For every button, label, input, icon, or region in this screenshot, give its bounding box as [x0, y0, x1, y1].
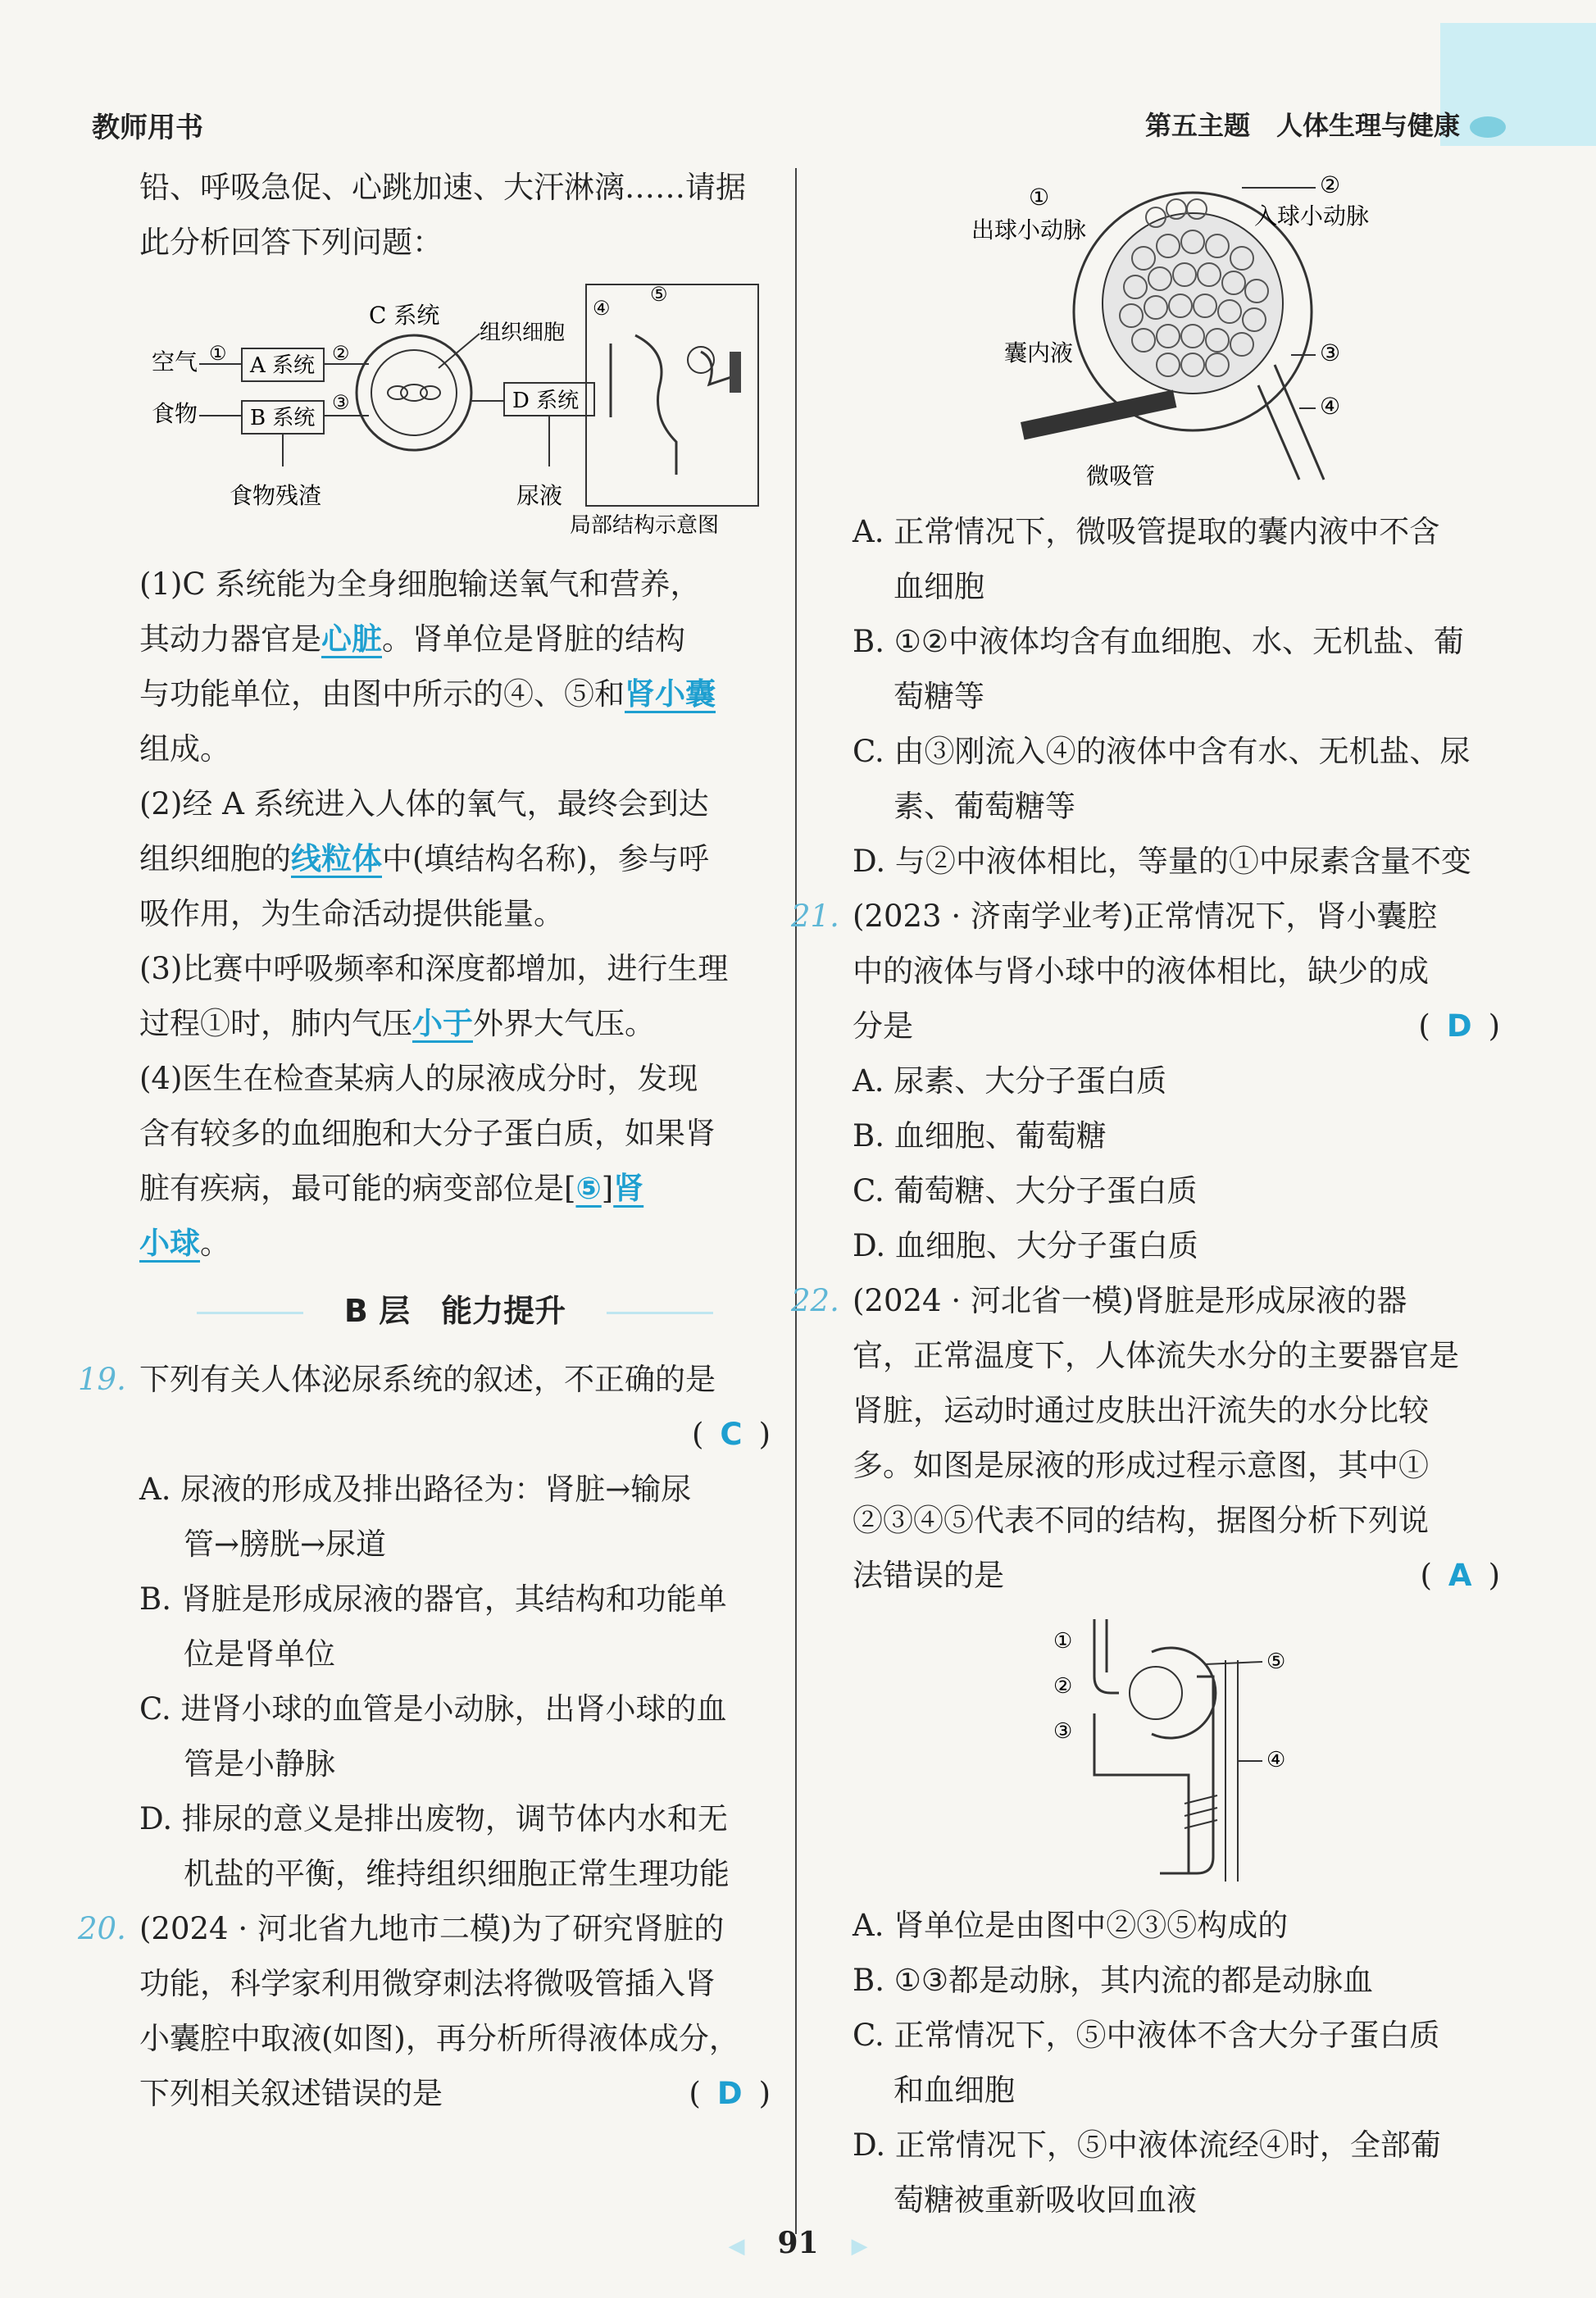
- option: D. 正常情况下，⑤中液体流经④时，全部葡: [853, 2127, 1441, 2163]
- question-number: 20.: [78, 1911, 126, 1946]
- option: B. ①②中液体均含有血细胞、水、无机盐、葡: [853, 624, 1465, 659]
- option: C. 由③刚流入④的液体中含有水、无机盐、尿: [853, 734, 1471, 769]
- answer-glomerulus: 小球: [139, 1226, 200, 1261]
- answer-mitochondria: 线粒体: [291, 841, 382, 876]
- text: 外界大气压。: [473, 1006, 655, 1041]
- q22-line: 肾脏，运动时通过皮肤出汗流失的水分比较: [853, 1393, 1429, 1428]
- q2-line: (2)经 A 系统进入人体的氧气，最终会到达: [139, 786, 709, 821]
- label-b: B 系统: [250, 406, 316, 430]
- text: 脏有疾病，最可能的病变部位是[: [139, 1171, 576, 1206]
- label-efferent: 出球小动脉: [971, 216, 1087, 243]
- label-n1: ①: [1029, 184, 1050, 211]
- q3-line: [139, 996, 771, 1051]
- micropuncture-diagram: [947, 168, 1406, 496]
- page-number-text: 91: [777, 2226, 819, 2260]
- answer-heart: 心脏: [321, 621, 382, 657]
- answer-letter: C: [720, 1417, 743, 1452]
- intro-line: 铅、呼吸急促、心跳加速、大汗淋漓……请据: [139, 170, 746, 205]
- answer-letter: D: [716, 2076, 743, 2111]
- q3-line: (3)比赛中呼吸频率和深度都增加，进行生理: [139, 951, 729, 986]
- option: A. 正常情况下，微吸管提取的囊内液中不含: [853, 514, 1440, 549]
- option: B. 血细胞、葡萄糖: [853, 1118, 1107, 1154]
- q21-line: 中的液体与肾小球中的液体相比，缺少的成: [853, 953, 1429, 989]
- label-n1: ①: [1053, 1629, 1073, 1654]
- header-left: 教师用书: [92, 111, 203, 144]
- left-column: [78, 160, 771, 2121]
- label-a: A 系统: [250, 353, 316, 378]
- q22-line: [853, 1548, 1500, 1603]
- text: 组织细胞的: [139, 841, 291, 876]
- answer-letter: A: [1448, 1558, 1472, 1593]
- label-n3: ③: [1053, 1719, 1073, 1744]
- system-diagram: [143, 278, 766, 548]
- text: 中(填结构名称)，参与呼: [382, 841, 709, 876]
- text: 法错误的是: [853, 1558, 1004, 1593]
- option: B. ①③都是动脉，其内流的都是动脉血: [853, 1963, 1374, 1998]
- answer-glomerulus: 肾: [613, 1171, 644, 1206]
- text: 。: [200, 1226, 230, 1261]
- answer-paren: ( D ): [689, 2076, 771, 2111]
- label-n5: ⑤: [650, 283, 668, 306]
- label-n2: ②: [1320, 171, 1341, 198]
- option: A. 肾单位是由图中②③⑤构成的: [853, 1908, 1289, 1943]
- label-residue: 食物残渣: [230, 482, 322, 509]
- label-n4: ④: [1266, 1748, 1286, 1772]
- label-n2: ②: [332, 342, 350, 365]
- label-tissue: 组织细胞: [480, 321, 566, 345]
- label-food: 食物: [152, 400, 198, 427]
- book-icon: [1470, 116, 1506, 138]
- label-afferent: 入球小动脉: [1254, 202, 1370, 230]
- label-n1: ①: [209, 342, 227, 365]
- answer-paren: ( C ): [691, 1417, 771, 1452]
- section-heading: B 层 能力提升: [139, 1284, 771, 1339]
- answer-capsule: 肾小囊: [625, 676, 716, 712]
- q1-line: (1)C 系统能为全身细胞输送氧气和营养，: [139, 567, 701, 602]
- option-cont: 管→膀胱→尿道: [184, 1527, 387, 1562]
- option-cont: 萄糖被重新吸收回血液: [893, 2182, 1197, 2218]
- option: C. 进肾小球的血管是小动脉，出肾小球的血: [139, 1691, 727, 1727]
- option-cont: 和血细胞: [893, 2073, 1015, 2108]
- label-n2: ②: [1053, 1674, 1073, 1699]
- q20-line: [139, 2066, 771, 2121]
- text: (2023 · 济南学业考)正常情况下，肾小囊腔: [853, 899, 1438, 934]
- question-number: 22.: [791, 1283, 839, 1318]
- text: 下列相关叙述错误的是: [139, 2076, 443, 2111]
- column-divider: [795, 168, 797, 2234]
- text: 过程①时，肺内气压: [139, 1006, 412, 1041]
- q20-line: 功能，科学家利用微穿刺法将微吸管插入肾: [139, 1966, 716, 2001]
- q21-stem: [791, 889, 1500, 944]
- pipette: [1021, 389, 1176, 439]
- option: D. 血细胞、大分子蛋白质: [853, 1228, 1198, 1263]
- question-number: 21.: [791, 899, 839, 934]
- q19-answer-line: [139, 1407, 771, 1462]
- q4-line: 含有较多的血细胞和大分子蛋白质，如果肾: [139, 1116, 716, 1151]
- header-right: [1145, 105, 1506, 143]
- q19-stem: [78, 1352, 771, 1407]
- q22-line: 官，正常温度下，人体流失水分的主要器官是: [853, 1338, 1459, 1373]
- text: 与功能单位，由图中所示的④、⑤和: [139, 676, 625, 712]
- q2-line: [139, 831, 771, 886]
- text: 其动力器官是: [139, 621, 321, 657]
- text: 分是: [853, 1008, 913, 1044]
- option-cont: 机盐的平衡，维持组织细胞正常生理功能: [184, 1856, 730, 1891]
- option: D. 与②中液体相比，等量的①中尿素含量不变: [853, 844, 1471, 879]
- nephron-diagram: [1045, 1611, 1307, 1890]
- option: A. 尿素、大分子蛋白质: [853, 1063, 1167, 1099]
- label-fluid: 囊内液: [1004, 339, 1074, 366]
- q20-line: 小囊腔中取液(如图)，再分析所得液体成分，: [139, 2021, 739, 2056]
- q1-line: 组成。: [139, 731, 230, 767]
- capsule: [1152, 1648, 1216, 1738]
- option-cont: 素、葡萄糖等: [893, 789, 1075, 824]
- intro-line: 此分析回答下列问题：: [139, 225, 443, 260]
- q20-stem: [78, 1901, 771, 1956]
- glomerulus: [1103, 213, 1283, 394]
- label-n3: ③: [332, 391, 350, 414]
- right-column: [791, 160, 1500, 2227]
- q1-line: [139, 667, 771, 721]
- q2-line: 吸作用，为生命活动提供能量。: [139, 896, 564, 931]
- left-arrow-icon: ◀: [728, 2234, 745, 2259]
- circle-c: [357, 335, 471, 450]
- right-arrow-icon: ▶: [851, 2234, 868, 2259]
- q22-stem: [791, 1273, 1500, 1328]
- label-c: C 系统: [369, 302, 440, 329]
- answer-letter: D: [1446, 1008, 1472, 1044]
- q22-line: 多。如图是尿液的形成过程示意图，其中①: [853, 1448, 1429, 1483]
- label-n5: ⑤: [1266, 1650, 1286, 1674]
- label-urine: 尿液: [516, 482, 563, 509]
- option-cont: 萄糖等: [893, 679, 984, 714]
- text: (2024 · 河北省九地市二模)为了研究肾脏的: [139, 1911, 725, 1946]
- option-cont: 血细胞: [893, 569, 984, 604]
- q22-line: ②③④⑤代表不同的结构，据图分析下列说: [853, 1503, 1429, 1538]
- text: 下列有关人体泌尿系统的叙述，不正确的是: [139, 1362, 716, 1397]
- q4-line: [139, 1216, 771, 1271]
- q4-line: [139, 1161, 771, 1216]
- label-n3: ③: [1320, 339, 1341, 366]
- label-d: D 系统: [512, 389, 580, 413]
- label-n4: ④: [1320, 393, 1341, 420]
- header-right-text: 第五主题 人体生理与健康: [1144, 110, 1460, 141]
- label-caption: 局部结构示意图: [570, 513, 720, 538]
- text: 。肾单位是肾脏的结构: [382, 621, 685, 657]
- option-cont: 位是肾单位: [184, 1636, 335, 1672]
- option: B. 肾脏是形成尿液的器官，其结构和功能单: [139, 1581, 727, 1617]
- option: A. 尿液的形成及排出路径为：肾脏→输尿: [139, 1472, 692, 1507]
- q4-line: (4)医生在检查某病人的尿液成分时，发现: [139, 1061, 698, 1096]
- answer-paren: ( A ): [1420, 1558, 1500, 1593]
- option: D. 排尿的意义是排出废物，调节体内水和无: [139, 1801, 728, 1836]
- q21-line: [853, 999, 1500, 1053]
- label-air: 空气: [152, 348, 198, 375]
- label-n4: ④: [593, 297, 611, 320]
- question-number: 19.: [78, 1362, 126, 1397]
- glomerulus: [1130, 1667, 1182, 1719]
- option-cont: 管是小静脉: [184, 1746, 335, 1782]
- answer-paren: ( D ): [1418, 1008, 1500, 1044]
- option: C. 葡萄糖、大分子蛋白质: [853, 1173, 1198, 1208]
- label-pipette: 微吸管: [1086, 462, 1156, 489]
- q1-line: [139, 612, 771, 667]
- page-number: [0, 2226, 1596, 2260]
- option: C. 正常情况下，⑤中液体不含大分子蛋白质: [853, 2018, 1440, 2053]
- text: ]: [601, 1171, 614, 1206]
- answer-num: ⑤: [575, 1171, 602, 1206]
- text: (2024 · 河北省一模)肾脏是形成尿液的器: [853, 1283, 1407, 1318]
- answer-less: 小于: [412, 1006, 473, 1041]
